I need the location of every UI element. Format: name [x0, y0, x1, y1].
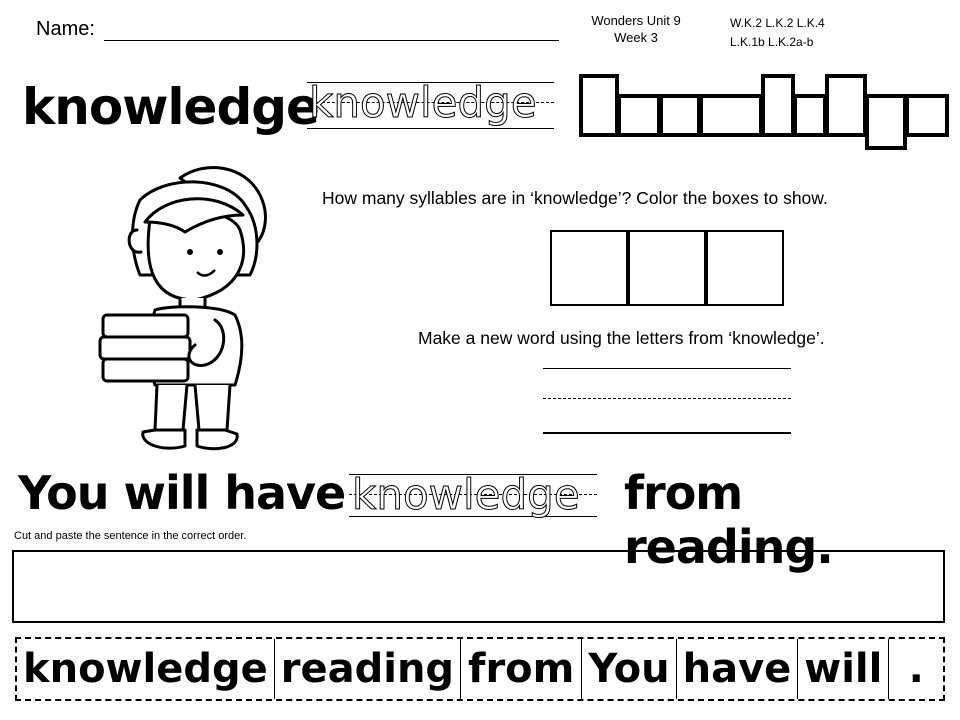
cut-piece[interactable]: .: [908, 646, 924, 692]
cut-piece[interactable]: from: [461, 639, 582, 699]
standards-info: [730, 14, 870, 52]
name-label: Name:: [36, 18, 95, 40]
shape-box-e: [795, 96, 825, 135]
sentence-end: from reading.: [624, 466, 833, 574]
shape-box-w: [701, 96, 761, 135]
syllable-box-2[interactable]: [628, 230, 706, 306]
cut-strip: [15, 637, 945, 701]
cut-piece[interactable]: will: [798, 639, 889, 699]
trace-word[interactable]: knowledge: [309, 78, 537, 127]
shape-box-g: [867, 96, 905, 148]
shape-box-n: [619, 96, 659, 135]
syllable-box-3[interactable]: [706, 230, 784, 306]
standards-line-2: L.K.1b L.K.2a-b: [730, 35, 814, 49]
word-shape-boxes: [575, 70, 955, 152]
syllable-box-1[interactable]: [550, 230, 628, 306]
cut-piece[interactable]: You: [582, 639, 676, 699]
shape-box-o: [661, 96, 699, 135]
standards-line-1: W.K.2 L.K.2 L.K.4: [730, 16, 825, 30]
week-line: Week 3: [614, 30, 658, 45]
shape-box-e2: [907, 96, 947, 135]
sentence-start: You will have: [18, 466, 346, 520]
sentence-trace-word[interactable]: knowledge: [352, 470, 580, 519]
cut-piece[interactable]: reading: [275, 639, 461, 699]
target-word: knowledge: [22, 78, 319, 136]
unit-line: Wonders Unit 9: [591, 13, 681, 28]
unit-info: [576, 12, 696, 46]
cut-piece[interactable]: have: [677, 639, 799, 699]
cut-paste-instruction: Cut and paste the sentence in the correct order.: [14, 530, 247, 542]
name-line[interactable]: [104, 40, 559, 41]
shape-box-l: [763, 76, 793, 135]
shape-box-d: [827, 76, 865, 135]
new-word-question: Make a new word using the letters from ‘knowledge’.: [418, 328, 825, 348]
girl-holding-books-icon: [95, 160, 280, 460]
cut-piece[interactable]: knowledge: [17, 639, 275, 699]
shape-box-k: [581, 76, 617, 135]
new-word-lines[interactable]: [543, 368, 791, 434]
syllable-question: How many syllables are in ‘knowledge’? Color the boxes to show.: [322, 188, 828, 208]
paste-box[interactable]: [12, 550, 945, 623]
